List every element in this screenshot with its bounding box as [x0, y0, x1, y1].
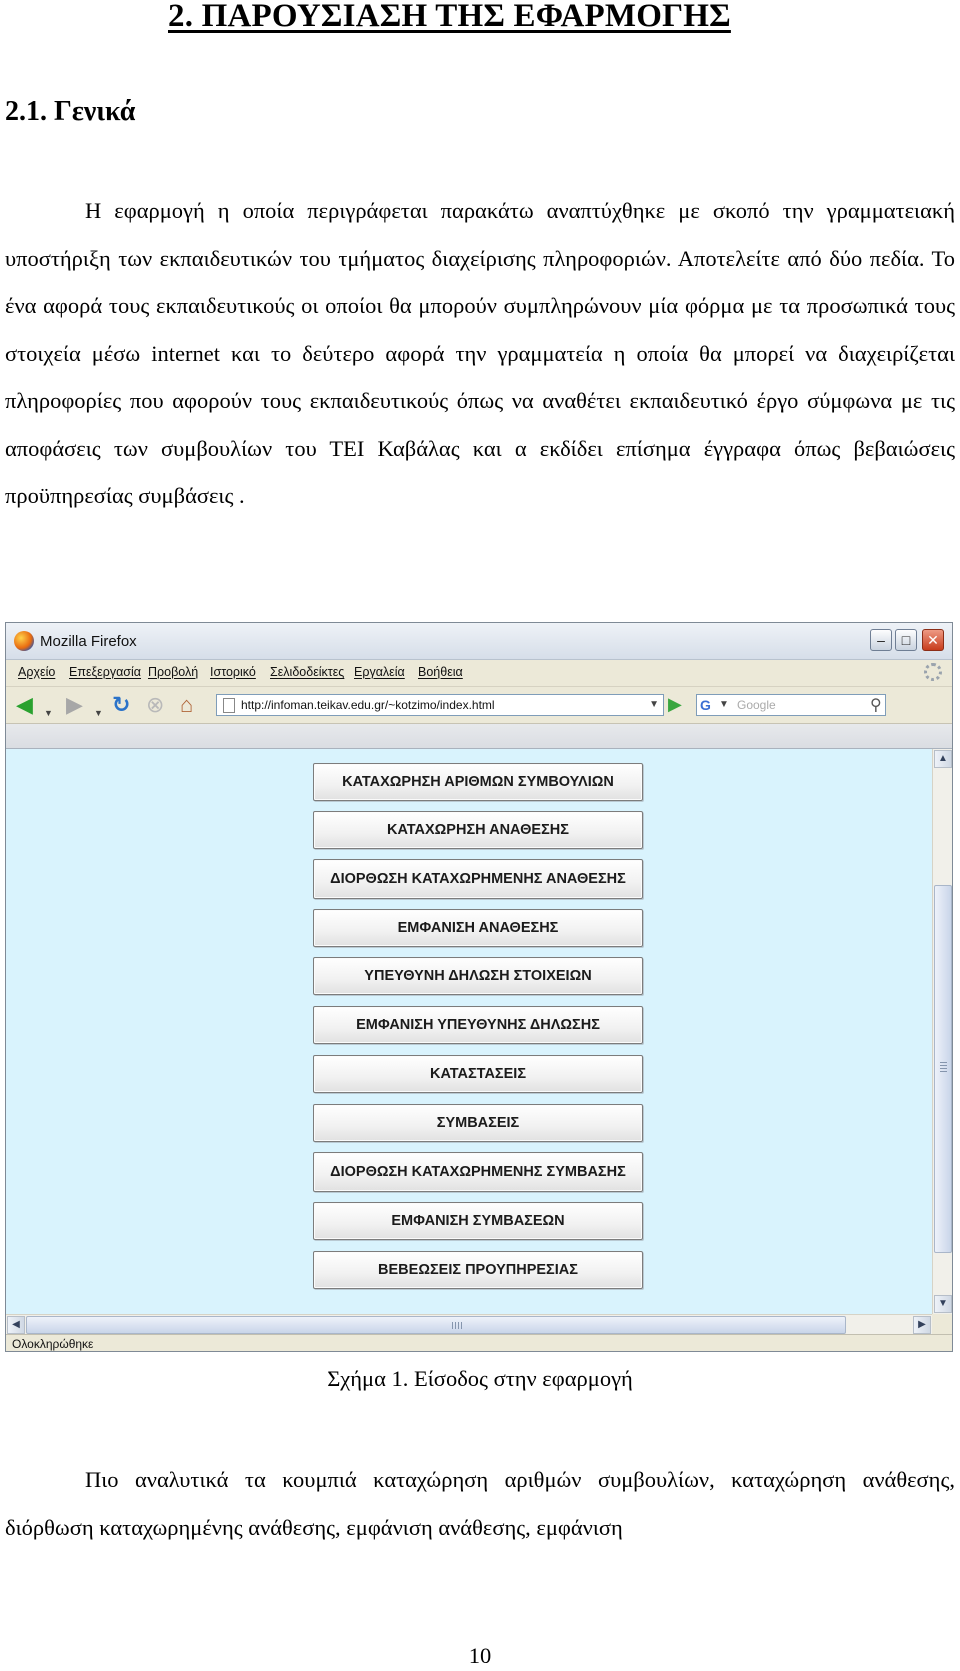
search-icon[interactable]: ⚲	[870, 697, 882, 714]
horizontal-scroll-thumb[interactable]	[26, 1316, 846, 1334]
btn-contracts[interactable]: ΣΥΜΒΑΣΕΙΣ	[313, 1104, 643, 1142]
window-title: Mozilla Firefox	[40, 633, 137, 650]
url-text: http://infoman.teikav.edu.gr/~kotzimo/index.html	[241, 698, 495, 712]
firefox-icon	[14, 631, 34, 651]
btn-declaration-data[interactable]: ΥΠΕΥΘΥΝΗ ΔΗΛΩΣΗ ΣΤΟΙΧΕΙΩΝ	[313, 957, 643, 995]
scroll-down-icon[interactable]: ▼	[934, 1295, 952, 1313]
section-title: 2.1. Γενικά	[5, 96, 136, 127]
intro-paragraph	[5, 187, 955, 520]
scroll-left-icon[interactable]: ◀	[7, 1316, 25, 1334]
home-icon[interactable]: ⌂	[180, 692, 194, 717]
menubar	[6, 660, 952, 687]
search-bar[interactable]	[696, 694, 886, 716]
vertical-scroll-thumb[interactable]	[934, 885, 952, 1253]
google-icon[interactable]: G	[700, 697, 711, 713]
figure-caption: Σχήμα 1. Είσοδος στην εφαρμογή	[327, 1366, 633, 1391]
scroll-up-icon[interactable]: ▲	[934, 750, 952, 768]
browser-screenshot	[5, 622, 953, 1352]
maximize-button[interactable]: □	[895, 629, 917, 651]
menu-tools[interactable]: Εργαλεία	[354, 665, 405, 679]
go-arrow-icon[interactable]: ▶	[668, 694, 682, 714]
search-engine-dropdown-icon[interactable]: ▼	[719, 699, 729, 710]
menu-edit[interactable]: Επεξεργασία	[69, 665, 142, 679]
url-dropdown-icon[interactable]: ▼	[649, 699, 659, 710]
menu-file[interactable]: Αρχείο	[18, 665, 56, 679]
grip-icon	[940, 1062, 947, 1072]
back-arrow-icon[interactable]: ◀	[16, 692, 33, 717]
chapter-title: 2. ΠΑΡΟΥΣΙΑΣΗ ΤΗΣ ΕΦΑΡΜΟΓΗΣ	[168, 0, 731, 34]
btn-reports[interactable]: ΚΑΤΑΣΤΑΣΕΙΣ	[313, 1055, 643, 1093]
forward-arrow-icon[interactable]: ▶	[66, 692, 83, 717]
stop-icon[interactable]: ⊗	[146, 692, 165, 717]
horizontal-scrollbar[interactable]	[6, 1314, 932, 1335]
intro-paragraph-text: Η εφαρμογή η οποία περιγράφεται παρακάτω αναπτύχθηκε με σκοπό την γραμματειακή υποστήριξη των εκπαιδευτικών του τμήματος διαχείρισης πληροφοριών. Αποτελείτε από δύο πεδία. Το ένα αφορά τους εκπαιδευτικούς οι οποίοι θα μπορούν συμπληρώνουν μία φόρμα με τα προσωπικά τους στοιχεία μέσω internet και το δεύτερο αφορά την γραμματεία η οποία θα μπορεί να διαχειρίζεται πληροφορίες που αφορούν τους εκπαιδευτικούς όπως να αναθέτει εκπαιδευτικό έργο σύμφωνα με τις αποφάσεις των συμβουλίων του ΤΕΙ Καβάλας και α εκδίδει επίσημα έγγραφα όπως βεβαιώσεις προϋπηρεσίας συμβάσεις .	[5, 198, 955, 508]
menu-view[interactable]: Προβολή	[148, 665, 199, 679]
scrollbar-corner	[932, 1314, 952, 1334]
page-icon	[223, 698, 235, 713]
status-text: Ολοκληρώθηκε	[12, 1337, 94, 1351]
url-bar[interactable]	[216, 694, 664, 716]
search-placeholder: Google	[737, 698, 776, 712]
detail-paragraph	[5, 1456, 955, 1551]
back-dropdown-icon[interactable]: ▼	[44, 708, 53, 718]
vertical-scrollbar[interactable]	[932, 749, 953, 1314]
btn-register-council-numbers[interactable]: ΚΑΤΑΧΩΡΗΣΗ ΑΡΙΘΜΩΝ ΣΥΜΒΟΥΛΙΩΝ	[313, 763, 643, 801]
forward-dropdown-icon[interactable]: ▼	[94, 708, 103, 718]
menu-help[interactable]: Βοήθεια	[418, 665, 463, 679]
btn-edit-contract[interactable]: ΔΙΟΡΘΩΣΗ ΚΑΤΑΧΩΡΗΜΕΝΗΣ ΣΥΜΒΑΣΗΣ	[313, 1152, 643, 1192]
btn-show-declaration[interactable]: ΕΜΦΑΝΙΣΗ ΥΠΕΥΘΥΝΗΣ ΔΗΛΩΣΗΣ	[313, 1006, 643, 1044]
minimize-button[interactable]: –	[870, 629, 892, 651]
grip-icon	[452, 1322, 462, 1329]
navigation-toolbar	[6, 687, 952, 724]
btn-show-assignment[interactable]: ΕΜΦΑΝΙΣΗ ΑΝΑΘΕΣΗΣ	[313, 909, 643, 947]
btn-register-assignment[interactable]: ΚΑΤΑΧΩΡΗΣΗ ΑΝΑΘΕΣΗΣ	[313, 811, 643, 849]
close-button[interactable]: ✕	[922, 629, 944, 651]
btn-show-contracts[interactable]: ΕΜΦΑΝΙΣΗ ΣΥΜΒΑΣΕΩΝ	[313, 1202, 643, 1240]
window-titlebar	[6, 623, 952, 660]
menu-bookmarks[interactable]: Σελιδοδείκτες	[270, 665, 345, 679]
status-bar	[6, 1334, 952, 1352]
scroll-right-icon[interactable]: ▶	[913, 1316, 931, 1334]
page-content	[6, 749, 932, 1314]
throbber-icon	[924, 663, 942, 681]
btn-edit-assignment[interactable]: ΔΙΟΡΘΩΣΗ ΚΑΤΑΧΩΡΗΜΕΝΗΣ ΑΝΑΘΕΣΗΣ	[313, 859, 643, 899]
reload-icon[interactable]: ↻	[112, 692, 131, 717]
menu-history[interactable]: Ιστορικό	[210, 665, 256, 679]
tab-strip	[6, 724, 952, 749]
detail-paragraph-text: Πιο αναλυτικά τα κουμπιά καταχώρηση αριθμών συμβουλίων, καταχώρηση ανάθεσης, διόρθωση καταχωρημένης ανάθεσης, εμφάνιση ανάθεσης, εμφάνιση	[5, 1467, 955, 1540]
btn-service-certificates[interactable]: ΒΕΒΕΩΣΕΙΣ ΠΡΟΥΠΗΡΕΣΙΑΣ	[313, 1251, 643, 1289]
page-number: 10	[468, 1643, 492, 1668]
